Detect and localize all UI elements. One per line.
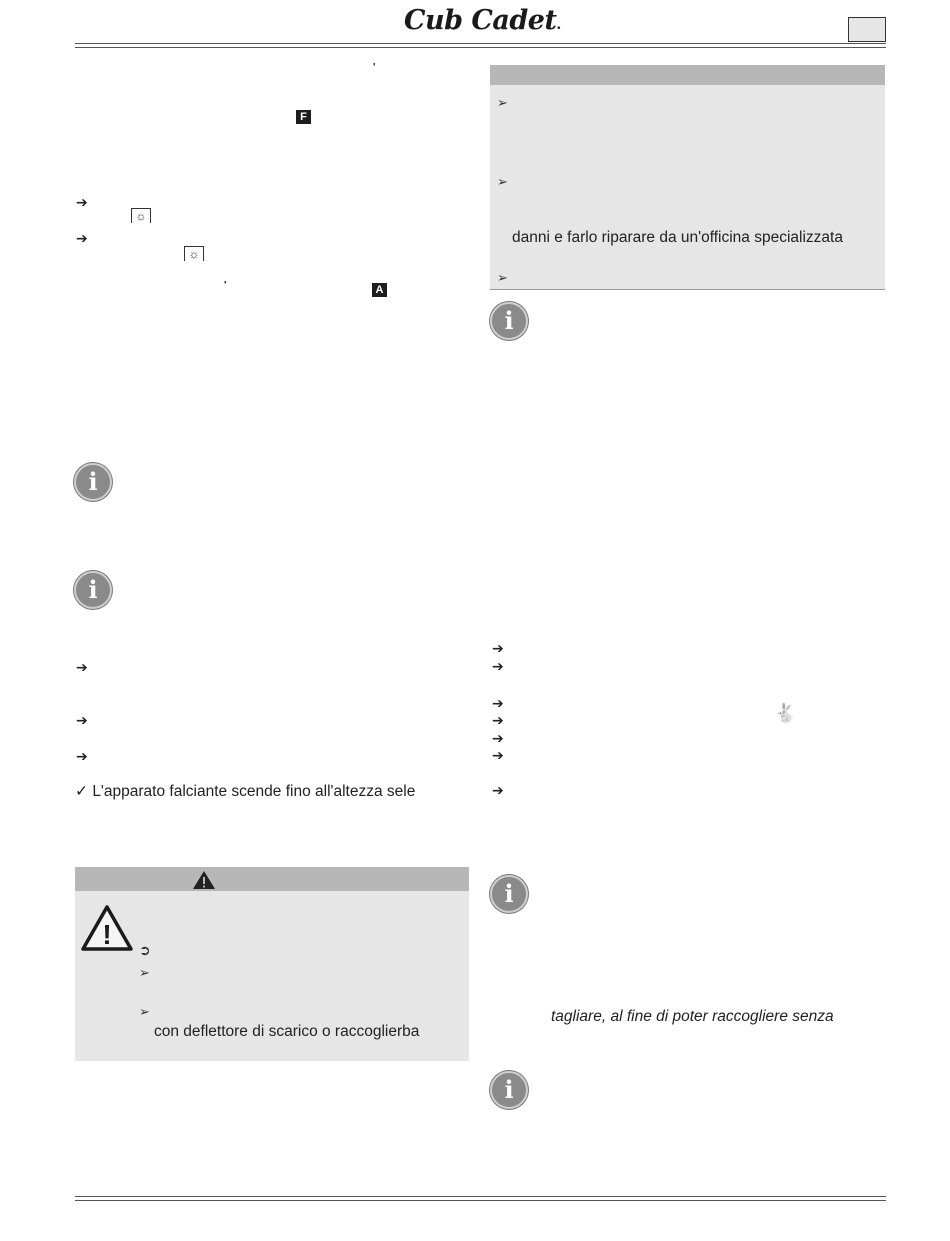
arrow-icon: ➔ xyxy=(76,712,88,728)
italic-note-line: tagliare, al fine di poter raccogliere senza xyxy=(551,1008,834,1025)
arrow-icon: ➔ xyxy=(492,695,504,711)
arrow-icon: ➔ xyxy=(492,730,504,746)
warning-panel-header xyxy=(75,867,469,891)
arrow-icon: ➔ xyxy=(76,230,88,246)
f-marker-icon: F xyxy=(296,110,311,124)
apostrophe-mark: ' xyxy=(224,280,227,291)
note-panel-line: danni e farlo riparare da un'officina specializzata xyxy=(512,229,843,246)
arrow-icon: ➔ xyxy=(492,782,504,798)
arrow-icon: ➔ xyxy=(76,748,88,764)
info-icon: i xyxy=(490,1071,528,1109)
hand-pointer-icon: ➲ xyxy=(139,942,151,958)
pto-symbol-icon: ☼ xyxy=(184,246,204,261)
chevron-bullet-icon: ➢ xyxy=(139,1004,150,1019)
check-text: L'apparato falciante scende fino all'altezza sele xyxy=(92,783,416,800)
arrow-icon: ➔ xyxy=(76,194,88,210)
warning-text-line: con deflettore di scarico o raccoglierba xyxy=(154,1023,420,1040)
note-panel xyxy=(490,65,885,289)
info-icon: i xyxy=(490,875,528,913)
a-marker-icon: A xyxy=(372,283,387,297)
check-result-line xyxy=(75,782,415,801)
info-icon: i xyxy=(74,571,112,609)
info-icon: i xyxy=(74,463,112,501)
check-icon: ✓ xyxy=(75,783,88,800)
apostrophe-mark: ' xyxy=(373,62,376,73)
brand-logo: Cub Cadet. xyxy=(404,5,561,36)
language-box xyxy=(848,17,886,42)
svg-text:!: ! xyxy=(102,919,112,950)
hare-speed-icon: 🐇 xyxy=(774,703,797,723)
arrow-icon: ➔ xyxy=(492,747,504,763)
info-icon: i xyxy=(490,302,528,340)
chevron-bullet-icon: ➢ xyxy=(139,965,150,980)
arrow-icon: ➔ xyxy=(492,640,504,656)
footer-rule xyxy=(75,1196,886,1201)
warning-triangle-icon xyxy=(80,904,134,952)
warning-triangle-small-icon xyxy=(192,870,216,890)
arrow-icon: ➔ xyxy=(492,658,504,674)
arrow-icon: ➔ xyxy=(76,659,88,675)
panel-bottom-rule xyxy=(490,289,885,290)
pto-symbol-icon: ☼ xyxy=(131,208,151,223)
chevron-bullet-icon: ➢ xyxy=(497,270,508,285)
chevron-bullet-icon: ➢ xyxy=(497,95,508,110)
note-panel-header xyxy=(490,65,885,85)
chevron-bullet-icon: ➢ xyxy=(497,174,508,189)
arrow-icon: ➔ xyxy=(492,712,504,728)
header-rule xyxy=(75,43,886,48)
